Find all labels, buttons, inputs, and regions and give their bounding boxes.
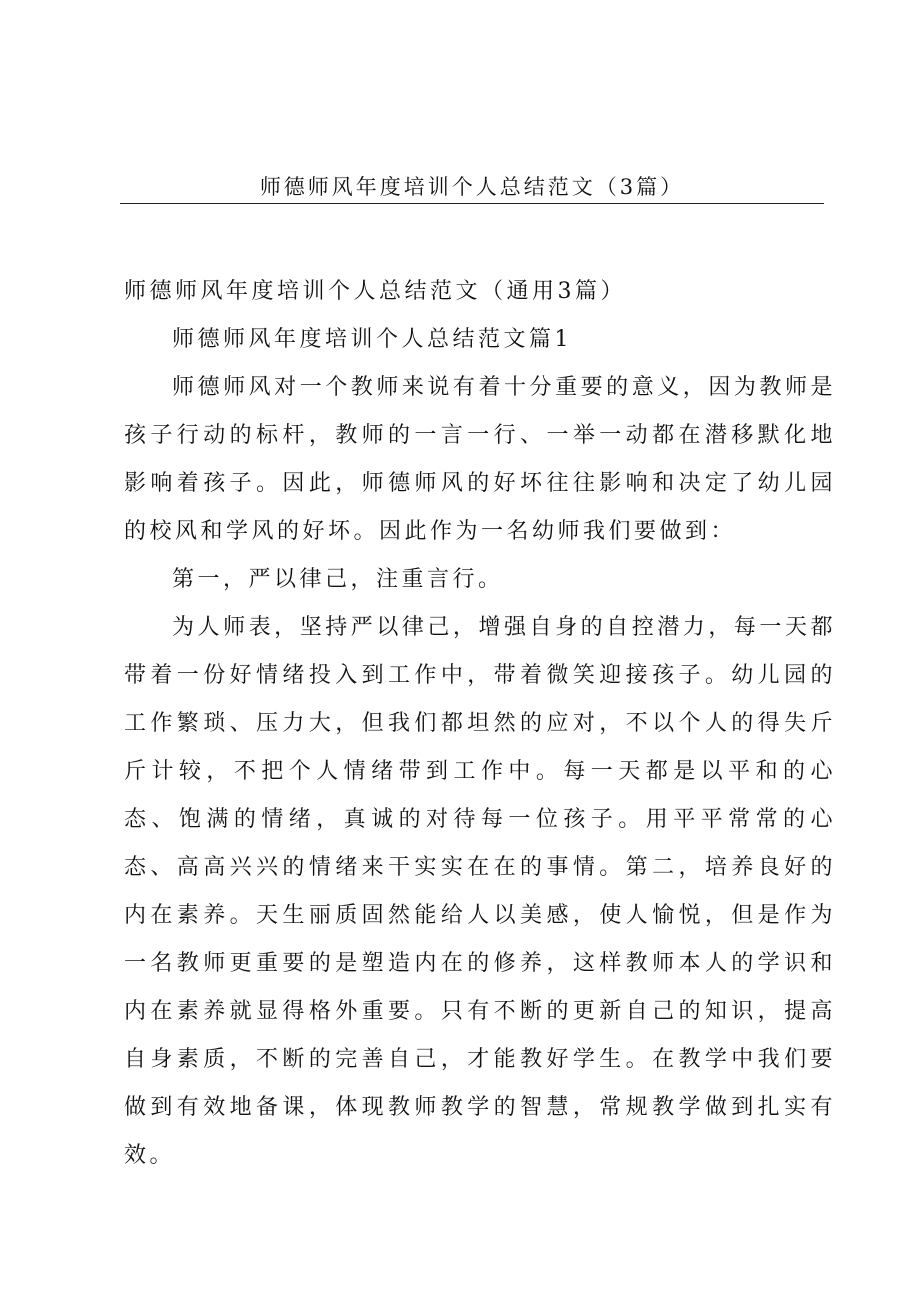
- paragraph-intro: 师德师风对一个教师来说有着十分重要的意义，因为教师是孩子行动的标杆，教师的一言一行、一举一动都在潜移默化地影响着孩子。因此，师德师风的好坏往往影响和决定了幼儿园的校风和学风的好坏。因此作为一名幼师我们要做到：: [124, 375, 836, 544]
- page-header-title: 师德师风年度培训个人总结范文（3篇）: [259, 175, 685, 199]
- header-divider: [120, 203, 824, 204]
- section-title: 师德师风年度培训个人总结范文篇1: [172, 327, 572, 352]
- paragraph-body: 为人师表，坚持严以律己，增强自身的自控潜力，每一天都带着一份好情绪投入到工作中，带着微笑迎接孩子。幼儿园的工作繁琐、压力大，但我们都坦然的应对，不以个人的得失斤斤计较，不把个人情绪带到工作中。每一天都是以平和的心态、饱满的情绪，真诚的对待每一位孩子。用平平常常的心态、高高兴兴的情绪来干实实在在的事情。第二，培养良好的内在素养。天生丽质固然能给人以美感，使人愉悦，但是作为一名教师更重要的是塑造内在的修养，这样教师本人的学识和内在素养就显得格外重要。只有不断的更新自己的知识，提高自身素质，不断的完善自己，才能教好学生。在教学中我们要做到有效地备课，体现教师教学的智慧，常规教学做到扎实有效。: [124, 615, 836, 1168]
- document-body: [124, 268, 836, 1180]
- document-main-title: 师德师风年度培训个人总结范文（通用3篇）: [124, 279, 626, 304]
- paragraph-point-one: 第一，严以律己，注重言行。: [172, 567, 504, 592]
